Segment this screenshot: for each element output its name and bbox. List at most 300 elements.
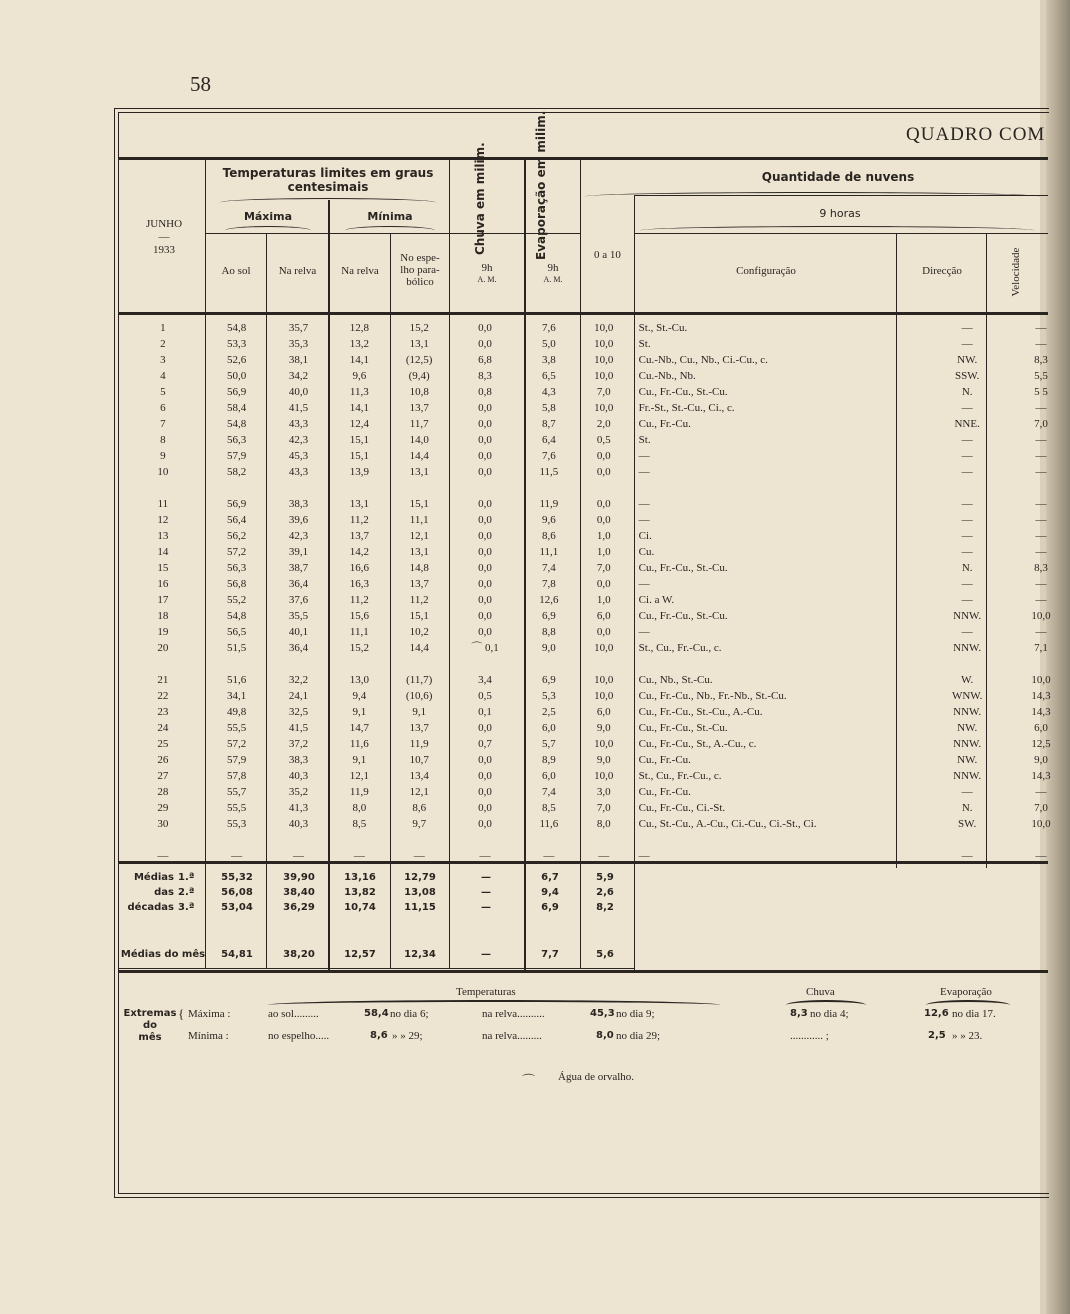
table-cell: —: [638, 514, 650, 526]
table-cell: 9,0: [596, 754, 611, 766]
decade-value: 6,7: [541, 872, 559, 883]
table-cell: 8,6: [412, 802, 427, 814]
decade-value: —: [481, 887, 491, 898]
table-cell: —: [961, 498, 973, 510]
col-na-relva-min: Na relva: [341, 265, 379, 277]
table-cell: 0,0: [478, 818, 492, 830]
chuva-min-dots: ............ ;: [790, 1030, 829, 1042]
table-cell: 56,5: [227, 626, 247, 638]
table-row: [120, 720, 1070, 736]
table-cell: 2,5: [542, 706, 556, 718]
table-row: [120, 816, 1070, 832]
table-cell: 35,7: [288, 322, 309, 334]
table-cell: 7,4: [542, 562, 556, 574]
table-cell: —: [543, 850, 555, 862]
table-cell: 0,5: [596, 434, 611, 446]
table-cell: N.: [961, 562, 973, 574]
table-cell: W.: [961, 674, 974, 686]
month-means-row: [120, 947, 632, 962]
table-cell: —: [1035, 434, 1047, 446]
table-cell: —: [1035, 466, 1047, 478]
max-sol-value: 58,4: [364, 1008, 389, 1019]
decade-value: 10,74: [344, 902, 376, 913]
table-cell: 8,5: [352, 818, 367, 830]
day-cell: 1: [160, 322, 166, 334]
summary-top-rule: [118, 861, 1048, 864]
table-cell: —: [638, 450, 650, 462]
table-cell: —: [1035, 626, 1047, 638]
table-cell: 13,0: [349, 674, 369, 686]
table-row: [120, 528, 1070, 544]
table-cell: NNW.: [953, 642, 982, 654]
table-cell: 9,0: [596, 722, 611, 734]
table-cell: 10,0: [1031, 610, 1051, 622]
decade-row: [120, 900, 632, 915]
table-cell: 13,9: [349, 466, 369, 478]
table-cell: —: [961, 546, 973, 558]
table-cell: 55,5: [227, 802, 247, 814]
table-cell: 38,3: [288, 754, 309, 766]
table-cell: 16,3: [349, 578, 369, 590]
day-cell: 4: [160, 370, 166, 382]
table-cell: —: [479, 850, 491, 862]
table-cell: 10,8: [409, 386, 429, 398]
table-cell: 14,3: [1031, 690, 1051, 702]
table-cell: —: [961, 322, 973, 334]
table-cell: 0,0: [478, 802, 492, 814]
table-cell: St.: [638, 338, 651, 350]
table-cell: 6,0: [542, 770, 556, 782]
table-cell: 0,0: [478, 562, 492, 574]
table-cell: —: [638, 626, 650, 638]
table-cell: 37,2: [288, 738, 309, 750]
table-cell: (10,6): [405, 690, 433, 702]
decade-value: 13,82: [344, 887, 376, 898]
table-cell: 13,2: [349, 338, 369, 350]
decade-number: 3.ª: [178, 902, 195, 913]
table-cell: WNW.: [951, 690, 983, 702]
table-cell: 10,0: [594, 322, 614, 334]
table-cell: 35,2: [288, 786, 309, 798]
table-cell: 15,1: [349, 450, 369, 462]
spacer-row: [120, 832, 1070, 848]
table-cell: 39,1: [288, 546, 309, 558]
table-cell: (9,4): [408, 370, 430, 382]
day-cell: 5: [160, 386, 166, 398]
table-cell: 57,9: [227, 754, 247, 766]
table-cell: 42,3: [288, 530, 309, 542]
year-label: 1933: [153, 244, 175, 256]
table-cell: 9,4: [352, 690, 367, 702]
table-cell: 40,3: [288, 770, 309, 782]
evap-max-day: no dia 17.: [952, 1008, 996, 1020]
day-cell: 26: [157, 754, 169, 766]
table-cell: ⌒ 0,1: [471, 642, 499, 654]
table-cell: —: [292, 850, 304, 862]
min-label: Mínima :: [188, 1030, 229, 1042]
table-cell: 8,8: [542, 626, 556, 638]
summary-bottom-rule: [118, 968, 634, 969]
table-cell: 7,6: [542, 450, 556, 462]
table-cell: —: [961, 786, 973, 798]
table-cell: 13,7: [349, 530, 369, 542]
table-cell: —: [1035, 850, 1047, 862]
table-cell: 5,3: [542, 690, 556, 702]
table-row: [120, 560, 1070, 576]
scale-0-10: 0 a 10: [594, 249, 621, 261]
table-cell: —: [1035, 530, 1047, 542]
table-cell: 11,9: [349, 786, 369, 798]
table-cell: —: [961, 338, 973, 350]
table-cell: 0,0: [478, 466, 492, 478]
col-ao-sol: Ao sol: [221, 265, 251, 277]
nove-horas-heading: 9 horas: [819, 207, 861, 220]
table-cell: 49,8: [227, 706, 247, 718]
table-cell: 35,5: [288, 610, 309, 622]
table-cell: 9,1: [412, 706, 427, 718]
table-cell: —: [638, 498, 650, 510]
table-cell: 0,8: [478, 386, 492, 398]
table-cell: 56,9: [227, 386, 247, 398]
table-cell: 7,0: [596, 802, 611, 814]
decade-number: 1.ª: [178, 872, 195, 883]
table-cell: 12,4: [349, 418, 369, 430]
table-cell: 9,0: [542, 642, 556, 654]
table-cell: 8,3: [1034, 562, 1048, 574]
time-9h-evap: 9h: [547, 262, 559, 274]
col-configuracao: Configuração: [736, 265, 796, 277]
table-cell: 56,9: [227, 498, 247, 510]
table-row: [120, 608, 1070, 624]
table-row: [120, 416, 1070, 432]
table-cell: 40,0: [288, 386, 309, 398]
day-cell: 2: [160, 338, 166, 350]
table-cell: 1,0: [596, 530, 611, 542]
time-9h-chuva: 9h: [481, 262, 493, 274]
table-cell: —: [1035, 546, 1047, 558]
table-cell: 14,4: [409, 450, 429, 462]
table-cell: 11,7: [409, 418, 429, 430]
table-row: [120, 576, 1070, 592]
table-cell: 6,0: [1034, 722, 1048, 734]
table-cell: 0,0: [478, 514, 492, 526]
table-cell: 45,3: [288, 450, 309, 462]
table-cell: 40,3: [288, 818, 309, 830]
table-cell: —: [1035, 594, 1047, 606]
table-cell: 14,4: [409, 642, 429, 654]
table-cell: —: [961, 530, 973, 542]
month-means-label: Médias do mês: [120, 949, 206, 960]
table-cell: 0,0: [478, 786, 492, 798]
cell: 5,6: [596, 949, 614, 960]
table-cell: N.: [961, 802, 973, 814]
table-cell: 14,7: [349, 722, 369, 734]
table-cell: 55,2: [227, 594, 247, 606]
table-cell: 10,2: [409, 626, 429, 638]
table-cell: 51,6: [227, 674, 247, 686]
month-means-table: [120, 947, 632, 962]
table-cell: 38,7: [288, 562, 309, 574]
table-cell: —: [1035, 498, 1047, 510]
table-cell: 13,7: [409, 402, 429, 414]
table-row: [120, 592, 1070, 608]
col-direccao: Direcção: [922, 265, 962, 277]
table-cell: N.: [961, 386, 973, 398]
table-cell: 41,5: [288, 722, 309, 734]
decade-value: 56,08: [221, 887, 253, 898]
table-cell: 8,0: [352, 802, 367, 814]
table-row: [120, 640, 1070, 656]
table-cell: 56,3: [227, 434, 247, 446]
table-cell: 0,0: [478, 434, 492, 446]
extremes-label-2: do: [142, 1020, 158, 1031]
table-cell: 14,3: [1031, 706, 1051, 718]
table-cell: 14,1: [349, 354, 369, 366]
dew-symbol-icon: ⌒: [522, 1073, 536, 1088]
table-cell: 11,2: [349, 594, 369, 606]
table-cell: 57,9: [227, 450, 247, 462]
table-cell: 7,6: [542, 322, 556, 334]
table-cell: 5,7: [542, 738, 556, 750]
table-cell: 55,3: [227, 818, 247, 830]
table-row: [120, 352, 1070, 368]
nuvens-heading: Quantidade de nuvens: [761, 170, 915, 184]
table-cell: 10,0: [594, 402, 614, 414]
table-cell: —: [1035, 450, 1047, 462]
table-cell: 41,5: [288, 402, 309, 414]
table-cell: St., St.-Cu.: [638, 322, 688, 334]
table-cell: 7,0: [596, 386, 611, 398]
decade-number: 2.ª: [178, 887, 195, 898]
extremes-chuva-heading: Chuva: [806, 986, 835, 998]
table-cell: 54,8: [227, 322, 247, 334]
table-cell: 10,0: [594, 338, 614, 350]
table-cell: 55,7: [227, 786, 247, 798]
table-cell: 8,5: [542, 802, 556, 814]
table-row: [120, 320, 1070, 336]
table-cell: Cu., Fr.-Cu., St.-Cu.: [638, 610, 728, 622]
table-cell: 11,6: [539, 818, 559, 830]
table-cell: —: [961, 466, 973, 478]
table-cell: Cu., Fr.-Cu., St.-Cu.: [638, 722, 728, 734]
table-cell: 56,2: [227, 530, 247, 542]
table-row: [120, 624, 1070, 640]
table-cell: Fr.-St., St.-Cu., Ci., c.: [638, 402, 735, 414]
table-cell: 0,0: [478, 578, 492, 590]
table-cell: 10,0: [1031, 818, 1051, 830]
table-cell: —: [1035, 322, 1047, 334]
table-cell: 11,1: [349, 626, 369, 638]
table-cell: 11,9: [539, 498, 559, 510]
extremes-brace-glyph: {: [178, 1006, 185, 1021]
table-cell: 52,6: [227, 354, 247, 366]
table-cell: 58,4: [227, 402, 247, 414]
table-cell: Cu., Fr.-Cu.: [638, 418, 691, 430]
table-cell: 42,3: [288, 434, 309, 446]
table-cell: NNW.: [953, 738, 982, 750]
table-cell: Cu., Fr.-Cu., Ci.-St.: [638, 802, 726, 814]
table-cell: 11,6: [349, 738, 369, 750]
table-cell: 0,0: [478, 322, 492, 334]
col-velocidade: Velocidade: [1010, 247, 1022, 297]
table-cell: —: [1035, 402, 1047, 414]
table-cell: 6,9: [542, 674, 556, 686]
table-cell: 3,4: [478, 674, 492, 686]
table-cell: Cu., Fr.-Cu.: [638, 786, 691, 798]
table-cell: 9,6: [352, 370, 367, 382]
table-cell: NW.: [957, 722, 978, 734]
decade-value: 36,29: [283, 902, 315, 913]
maxima-heading: Máxima: [243, 210, 293, 223]
table-row: [120, 704, 1070, 720]
table-cell: 7,8: [542, 578, 556, 590]
table-cell: 0,0: [596, 514, 611, 526]
day-cell: 7: [160, 418, 166, 430]
table-cell: 56,8: [227, 578, 247, 590]
table-cell: 14,1: [349, 402, 369, 414]
table-cell: 13,4: [409, 770, 429, 782]
table-cell: 10,0: [594, 674, 614, 686]
table-row: [120, 688, 1070, 704]
table-cell: 6,8: [478, 354, 492, 366]
month-dash: —: [158, 231, 170, 243]
decade-value: 8,2: [596, 902, 614, 913]
table-cell: 40,1: [288, 626, 309, 638]
day-cell: 6: [160, 402, 166, 414]
table-cell: 10,0: [594, 642, 614, 654]
table-cell: 15,2: [349, 642, 369, 654]
table-cell: 6,0: [596, 706, 611, 718]
max-sol-day: no dia 6;: [390, 1008, 429, 1020]
table-cell: 11,1: [539, 546, 559, 558]
table-cell: 6,9: [542, 610, 556, 622]
table-cell: 6,5: [542, 370, 556, 382]
table-cell: 57,8: [227, 770, 247, 782]
decade-value: 13,08: [404, 887, 436, 898]
chuva-max-day: no dia 4;: [810, 1008, 849, 1020]
table-row: [120, 544, 1070, 560]
table-cell: Cu., Fr.-Cu., St.-Cu., A.-Cu.: [638, 706, 763, 718]
table-cell: —: [1035, 338, 1047, 350]
decade-value: 12,79: [404, 872, 436, 883]
decade-means-table: [120, 870, 632, 915]
table-cell: 14,0: [409, 434, 429, 446]
table-cell: 34,2: [288, 370, 309, 382]
table-cell: 0,0: [478, 418, 492, 430]
decade-value: 53,04: [221, 902, 253, 913]
decade-row: [120, 870, 632, 885]
table-cell: —: [961, 594, 973, 606]
table-cell: 5,5: [1034, 370, 1048, 382]
table-cell: Cu., St.-Cu., A.-Cu., Ci.-Cu., Ci.-St., Ci.: [638, 818, 817, 830]
day-cell: 10: [157, 466, 169, 478]
table-title: QUADRO COM: [906, 124, 1046, 145]
min-relva-value: 8,0: [596, 1030, 614, 1041]
spacer-row: [120, 480, 1070, 496]
table-cell: 11,1: [409, 514, 429, 526]
table-cell: 0,0: [596, 578, 611, 590]
decade-value: 13,16: [344, 872, 376, 883]
day-cell: 3: [160, 354, 166, 366]
table-cell: —: [961, 402, 973, 414]
table-cell: St., Cu., Fr.-Cu., c.: [638, 642, 722, 654]
table-cell: 37,6: [288, 594, 309, 606]
table-cell: —: [353, 850, 365, 862]
evap-min-value: 2,5: [928, 1030, 946, 1041]
cell: 54,81: [221, 949, 253, 960]
daily-data-table: [120, 320, 1070, 864]
table-row: [120, 368, 1070, 384]
table-cell: —: [598, 850, 610, 862]
day-cell: 29: [157, 802, 169, 814]
table-cell: —: [638, 850, 650, 862]
table-row: [120, 384, 1070, 400]
table-cell: 0,0: [478, 722, 492, 734]
table-cell: 13,1: [409, 466, 429, 478]
table-cell: 14,3: [1031, 770, 1051, 782]
table-cell: 10,0: [594, 738, 614, 750]
table-cell: —: [1035, 578, 1047, 590]
table-cell: 12,8: [349, 322, 369, 334]
table-row: [120, 800, 1070, 816]
table-cell: 34,1: [227, 690, 247, 702]
day-cell: 17: [157, 594, 169, 606]
am-chuva: A. M.: [477, 275, 497, 284]
table-cell: 54,8: [227, 610, 247, 622]
table-cell: 36,4: [288, 578, 309, 590]
max-label: Máxima :: [188, 1008, 231, 1020]
table-cell: 5,8: [542, 402, 556, 414]
decade-value: 11,15: [404, 902, 436, 913]
table-cell: 16,6: [349, 562, 369, 574]
am-evap: A. M.: [543, 275, 563, 284]
table-cell: 13,7: [409, 722, 429, 734]
day-cell: 25: [157, 738, 169, 750]
table-cell: —: [638, 578, 650, 590]
table-cell: (12,5): [405, 354, 433, 366]
decade-value: —: [481, 902, 491, 913]
table-cell: 7,4: [542, 786, 556, 798]
table-row: [120, 464, 1070, 480]
extremes-label-1: Extremas: [123, 1008, 177, 1019]
table-cell: 36,4: [288, 642, 309, 654]
nuvens-brace: [585, 192, 1040, 201]
minima-heading: Mínima: [367, 210, 413, 223]
col-espelho: No espe-lho para-bólico: [400, 252, 440, 288]
table-row: [120, 768, 1070, 784]
table-cell: 0,0: [478, 338, 492, 350]
table-cell: 9,0: [1034, 754, 1048, 766]
table-cell: 14,8: [409, 562, 429, 574]
table-cell: Cu.: [638, 546, 655, 558]
day-cell: 18: [157, 610, 169, 622]
table-cell: 13,1: [409, 338, 429, 350]
min-espelho-value: 8,6: [370, 1030, 388, 1041]
table-row: [120, 672, 1070, 688]
maxima-brace: [225, 226, 311, 235]
table-cell: —: [961, 578, 973, 590]
header-top-rule: [118, 157, 1048, 160]
table-cell: Cu., Fr.-Cu.: [638, 754, 691, 766]
day-cell: 9: [160, 450, 166, 462]
min-relva-day: no dia 29;: [616, 1030, 660, 1042]
table-cell: 43,3: [288, 418, 309, 430]
extremes-label-3: mês: [138, 1032, 162, 1043]
table-cell: 11,2: [349, 514, 369, 526]
table-cell: 0,1: [478, 706, 492, 718]
table-cell: Cu., Fr.-Cu., St.-Cu.: [638, 386, 728, 398]
table-cell: 0,0: [596, 626, 611, 638]
